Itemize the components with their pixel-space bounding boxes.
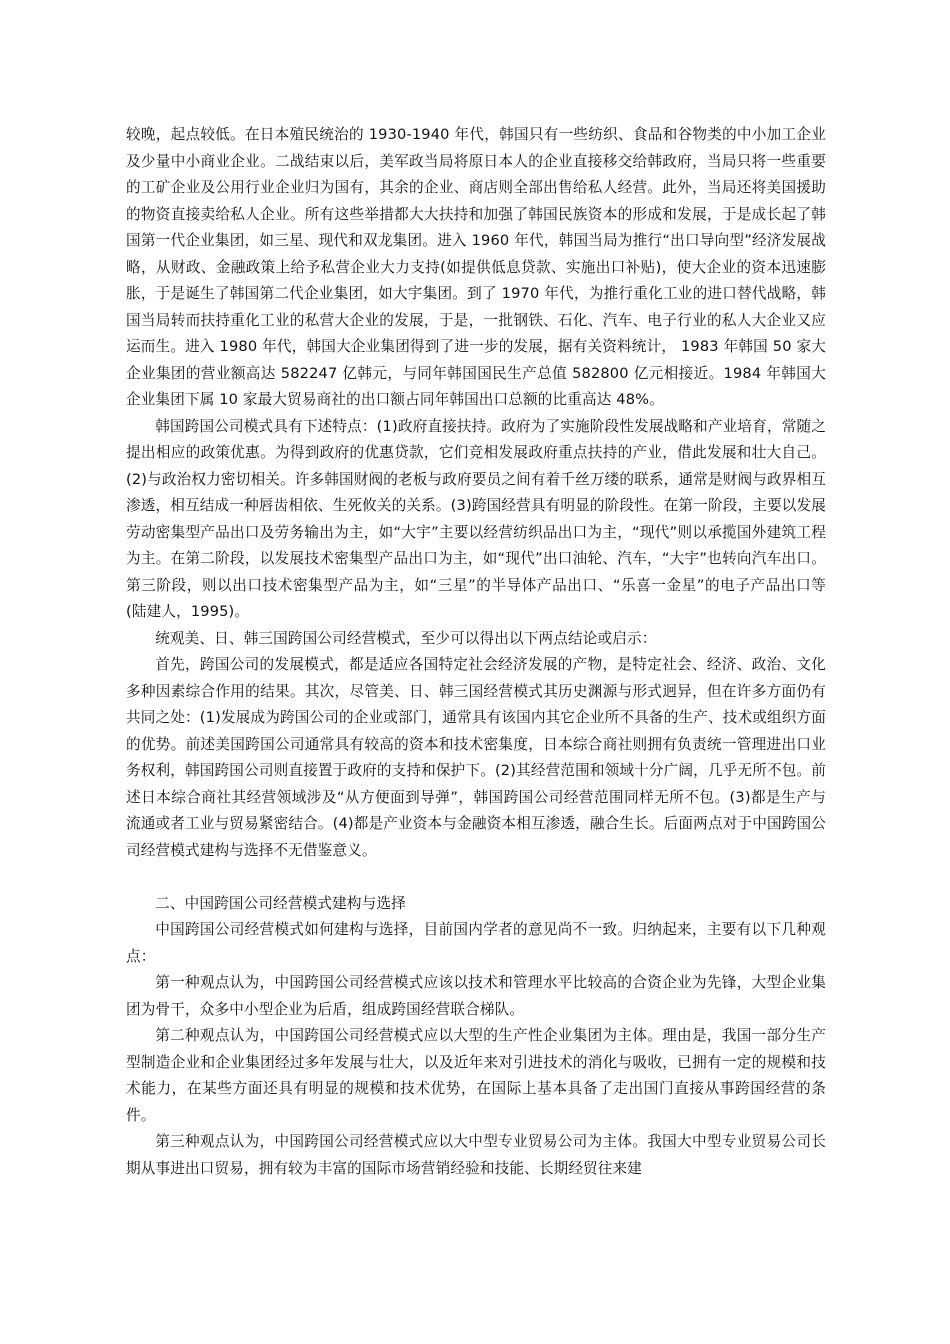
paragraph-viewpoint-two: 第二种观点认为，中国跨国公司经营模式应以大型的生产性企业集团为主体。理由是，我国一部分生产型制造企业和企业集团经过多年发展与壮大，以及近年来对引进技术的消化与吸收，已拥有一定的规模和技术能力，在某些方面还具有明显的规模和技术优势，在国际上基本具备了走出国门直接从事跨国经营的条件。 bbox=[126, 1027, 826, 1124]
paragraph-korea-history: 较晚，起点较低。在日本殖民统治的 1930-1940 年代，韩国只有一些纺织、食品和谷物类的中小加工企业及少量中小商业企业。二战结束以后，美军政当局将原日本人的企业直接移交给韩政府，当局只将一些重要的工矿企业及公用行业企业归为国有，其余的企业、商店则全部出售给私人经营。此外，当局还将美国援助的物资直接卖给私人企业。所有这些举措都大大扶持和加强了韩国民族资本的形成和发展，于是成长起了韩国第一代企业集团，如三星、现代和双龙集团。进入 1960 年代，韩国当局为推行“出口导向型”经济发展战略，从财政、金融政策上给予私营企业大力支持(如提供低息贷款、实施出口补贴)，使大企业的资本迅速膨胀，于是诞生了韩国第二代企业集团，如大宇集团。到了 1970 年代，为推行重化工业的进口替代战略，韩国当局转而扶持重化工业的私营大企业的发展，于是，一批钢铁、石化、汽车、电子行业的私人大企业又应运而生。进入 1980 年代，韩国大企业集团得到了进一步的发展，据有关资料统计， 1983 年韩国 50 家大企业集团的营业额高达 582247 亿韩元，与同年韩国国民生产总值 582800 亿元相接近。1984 年韩国大企业集团下属 10 家最大贸易商社的出口额占同年韩国出口总额的比重高达 48%。 bbox=[126, 126, 826, 408]
paragraph-viewpoint-one: 第一种观点认为，中国跨国公司经营模式应该以技术和管理水平比较高的合资企业为先锋，大型企业集团为骨干，众多中小型企业为后盾，组成跨国经营联合梯队。 bbox=[126, 974, 826, 1018]
section-heading: 二、中国跨国公司经营模式建构与选择 bbox=[155, 894, 406, 912]
paragraph-section-intro: 中国跨国公司经营模式如何建构与选择，目前国内学者的意见尚不一致。归纳起来，主要有以下几种观点： bbox=[126, 921, 826, 965]
document-page bbox=[126, 122, 826, 1182]
paragraph-viewpoint-three: 第三种观点认为，中国跨国公司经营模式应以大中型专业贸易公司为主体。我国大中型专业贸易公司长期从事进出口贸易，拥有较为丰富的国际市场营销经验和技能、长期经贸往来建 bbox=[126, 1133, 826, 1177]
paragraph-conclusions: 首先，跨国公司的发展模式，都是适应各国特定社会经济发展的产物，是特定社会、经济、政治、文化多种因素综合作用的结果。其次，尽管美、日、韩三国经营模式其历史渊源与形式迥异，但在许多方面仍有共同之处：(1)发展成为跨国公司的企业或部门，通常具有该国内其它企业所不具备的生产、技术或组织方面的优势。前述美国跨国公司通常具有较高的资本和技术密集度，日本综合商社则拥有负责统一管理进出口业务权利，韩国跨国公司则直接置于政府的支持和保护下。(2)其经营范围和领域十分广阔，几乎无所不包。前述日本综合商社其经营领域涉及“从方便面到导弹”，韩国跨国公司经营范围同样无所不包。(3)都是生产与流通或者工业与贸易紧密结合。(4)都是产业资本与金融资本相互渗透，融合生长。后面两点对于中国跨国公司经营模式建构与选择不无借鉴意义。 bbox=[126, 656, 826, 859]
paragraph-summary-intro: 统观美、日、韩三国跨国公司经营模式，至少可以得出以下两点结论或启示： bbox=[155, 629, 657, 647]
paragraph-korea-features: 韩国跨国公司模式具有下述特点：(1)政府直接扶持。政府为了实施阶段性发展战略和产业培育，常随之提出相应的政策优惠。为得到政府的优惠贷款，它们竞相发展政府重点扶持的产业，借此发展和壮大自己。(2)与政治权力密切相关。许多韩国财阀的老板与政府要员之间有着千丝万缕的联系，通常是财阀与政界相互渗透，相互结成一种唇齿相依、生死攸关的关系。(3)跨国经营具有明显的阶段性。在第一阶段，主要以发展劳动密集型产品出口及劳务输出为主，如“大宇”主要以经营纺织品出口为主，“现代”则以承揽国外建筑工程为主。在第二阶段，以发展技术密集型产品出口为主，如“现代”出口油轮、汽车，“大宇”也转向汽车出口。第三阶段，则以出口技术密集型产品为主，如“三星”的半导体产品出口、“乐喜一金星”的电子产品出口等(陆建人，1995)。 bbox=[126, 417, 826, 620]
